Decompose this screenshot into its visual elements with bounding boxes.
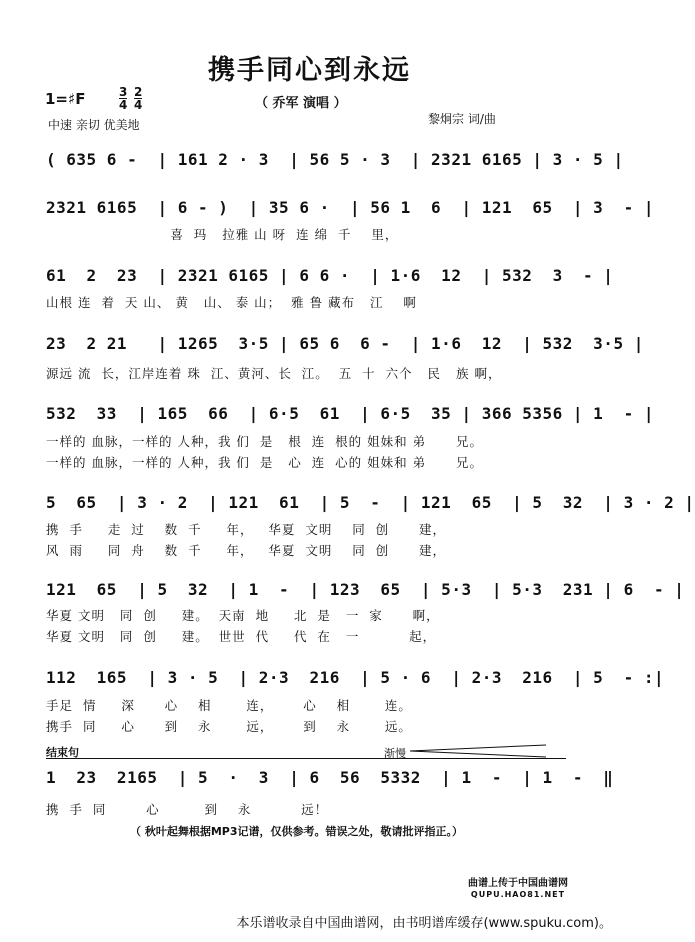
lyric-line-9: 携 手 同 心 到 永 远！ — [46, 802, 329, 817]
score-line-9: 1 23 2165 | 5 · 3 | 6 56 5332 | 1 - | 1 - ‖ — [46, 768, 614, 787]
score-line-8: 112 165 | 3 · 5 | 2·3 216 | 5 · 6 | 2·3 216 | 5 - :| — [46, 668, 665, 687]
time-signature-3-4 — [119, 86, 127, 111]
lyric-line-5a: 一样的 血脉，一样的 人种，我 们 是 根 连 根的 姐妹和 弟 兄。 — [46, 434, 483, 449]
ritardando-mark: 渐慢 — [384, 747, 406, 760]
source-stamp — [468, 878, 568, 900]
lyric-line-7a: 华夏 文明 同 创 建。 天南 地 北 是 一 家 啊， — [46, 608, 440, 623]
lyric-line-4: 源远 流 长，江岸连着 珠 江、黄河、长 江。 五 十 六个 民 族 啊， — [46, 366, 502, 381]
page-title: 携手同心到永远 — [208, 55, 411, 86]
ending-bracket — [46, 758, 566, 759]
score-line-6: 5 65 | 3 · 2 | 121 61 | 5 - | 121 65 | 5 32 | 3 · 2 | — [46, 493, 695, 512]
lyric-line-8b: 携手 同 心 到 永 远， 到 永 远。 — [46, 719, 412, 734]
score-line-5: 532 33 | 165 66 | 6·5 61 | 6·5 35 | 366 5356 | 1 - | — [46, 404, 654, 423]
lyric-line-7b: 华夏 文明 同 创 建。 世世 代 代 在 一 起， — [46, 629, 437, 644]
lyric-line-6a: 携 手 走 过 数 千 年， 华夏 文明 同 创 建， — [46, 522, 447, 537]
tempo-marking: 中速 亲切 优美地 — [48, 118, 140, 132]
lyric-line-6b: 风 雨 同 舟 数 千 年， 华夏 文明 同 创 建， — [46, 543, 447, 558]
ending-label: 结束句 — [46, 746, 79, 759]
transcription-note: （ 秋叶起舞根据MP3记谱，仅供参考。错误之处，敬请批评指正。） — [130, 825, 463, 838]
score-line-2: 2321 6165 | 6 - ) | 35 6 · | 56 1 6 | 121 65 | 3 - | — [46, 198, 654, 217]
score-line-1: ( 635 6 - | 161 2 · 3 | 56 5 · 3 | 2321 6165 | 3 · 5 | — [46, 150, 624, 169]
meter-denominator: 4 — [119, 98, 128, 112]
key-signature: 1=♯F — [45, 90, 86, 108]
score-line-7: 121 65 | 5 32 | 1 - | 123 65 | 5·3 | 5·3 231 | 6 - | — [46, 580, 685, 599]
meter-numerator: 2 — [134, 85, 143, 99]
lyric-line-3: 山根 连 着 天 山、 黄 山、 泰 山； 雅 鲁 藏布 江 啊 — [46, 295, 417, 310]
source-line-1: 曲谱上传于中国曲谱网 — [468, 878, 568, 889]
meter-numerator: 3 — [119, 85, 128, 99]
meter-denominator: 4 — [134, 98, 143, 112]
singer-credit: （ 乔军 演唱 ） — [255, 96, 347, 111]
lyric-line-2: 喜 玛 拉雅 山 呀 连 绵 千 里， — [46, 227, 399, 242]
footer-credit: 本乐谱收录自中国曲谱网，由书明谱库缓存(www.spuku.com)。 — [236, 916, 612, 931]
composer-credit: 黎炯宗 词/曲 — [428, 112, 496, 126]
source-line-2: QUPU.HAO81.NET — [470, 890, 566, 899]
lyric-line-8a: 手足 情 深 心 相 连， 心 相 连。 — [46, 698, 412, 713]
lyric-line-5b: 一样的 血脉，一样的 人种，我 们 是 心 连 心的 姐妹和 弟 兄。 — [46, 455, 483, 470]
decrescendo-wedge — [410, 744, 546, 758]
score-line-3: 61 2 23 | 2321 6165 | 6 6 · | 1·6 12 | 532 3 - | — [46, 266, 614, 285]
time-signature-2-4 — [134, 86, 142, 111]
score-line-4: 23 2 21 | 1265 3·5 | 65 6 6 - | 1·6 12 | 532 3·5 | — [46, 334, 644, 353]
